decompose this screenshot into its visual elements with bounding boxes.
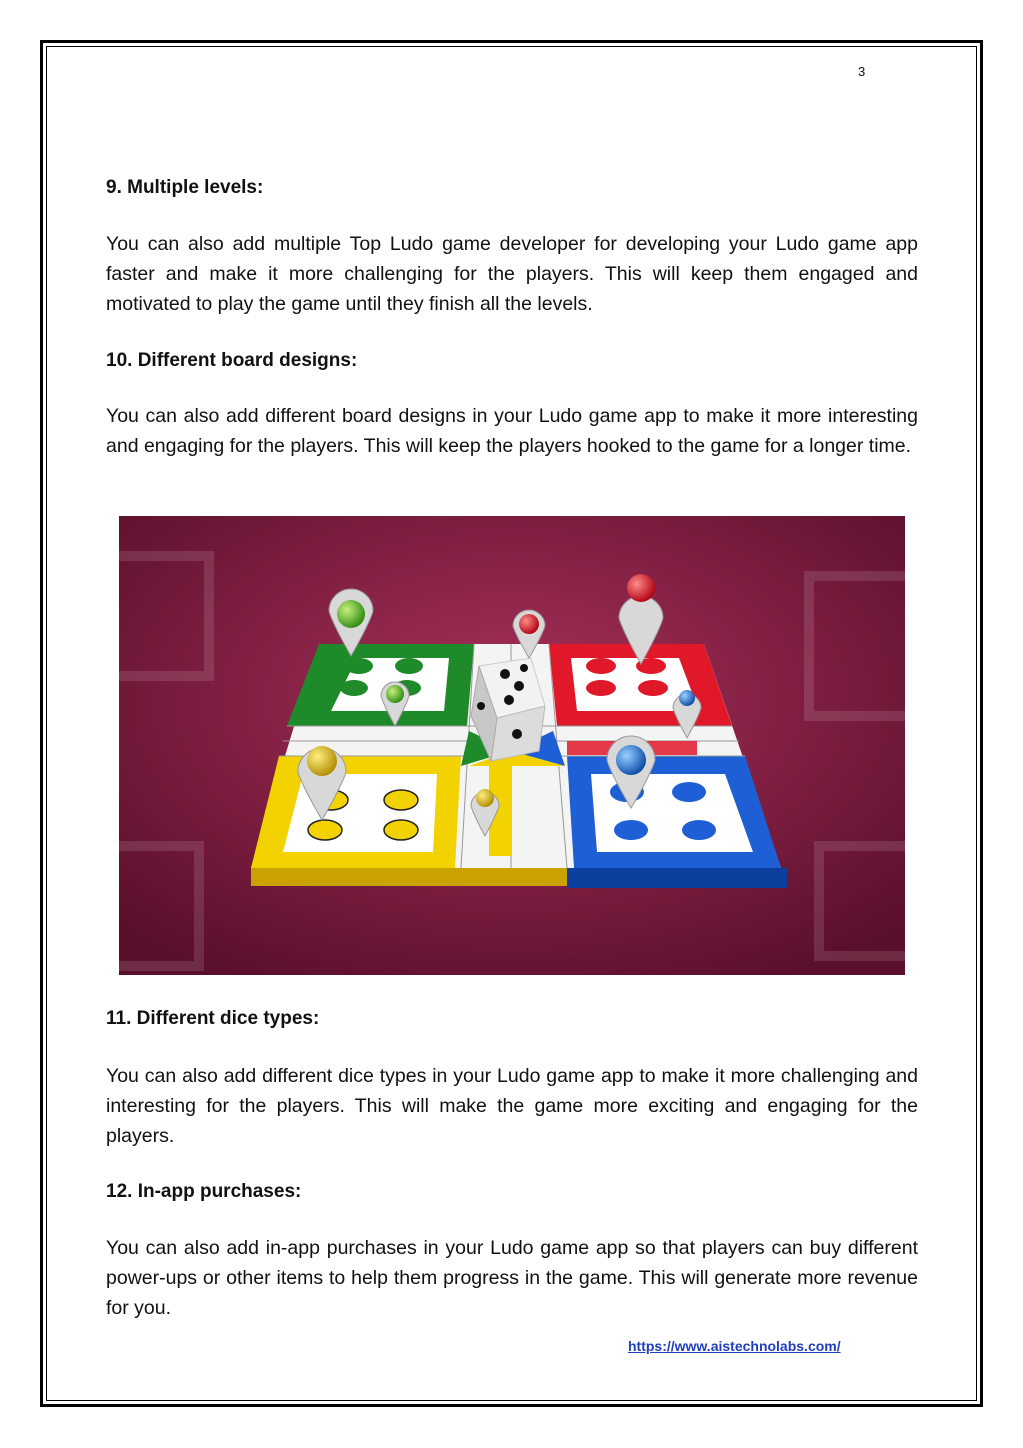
ludo-board-illustration xyxy=(119,516,905,975)
section-heading-in-app-purchases: 12. In-app purchases: xyxy=(106,1181,302,1202)
section-heading-dice-types: 11. Different dice types: xyxy=(106,1008,320,1029)
section-heading-multiple-levels: 9. Multiple levels: xyxy=(106,177,264,198)
section-heading-board-designs: 10. Different board designs: xyxy=(106,350,358,371)
section-body-board-designs: You can also add different board designs in your Ludo game app to make it more interesting and engaging for the players. This will keep the players hooked to the game for a longer time. xyxy=(106,405,918,457)
section-body-in-app-purchases: You can also add in-app purchases in your Ludo game app so that players can buy different power-ups or other items to help them progress in the game. This will generate more revenue for you. xyxy=(106,1237,918,1319)
page-number: 3 xyxy=(858,64,866,79)
footer-website-link[interactable]: https://www.aistechnolabs.com/ xyxy=(628,1338,841,1354)
ludo-board-image xyxy=(119,516,905,975)
section-body-dice-types: You can also add different dice types in your Ludo game app to make it more challenging and interesting for the players. This will make the game more exciting and engaging for the players. xyxy=(106,1065,918,1147)
section-body-multiple-levels: You can also add multiple Top Ludo game developer for developing your Ludo game app faster and make it more challenging for the players. This will keep them engaged and motivated to play the game until they finish all the levels. xyxy=(106,233,918,315)
